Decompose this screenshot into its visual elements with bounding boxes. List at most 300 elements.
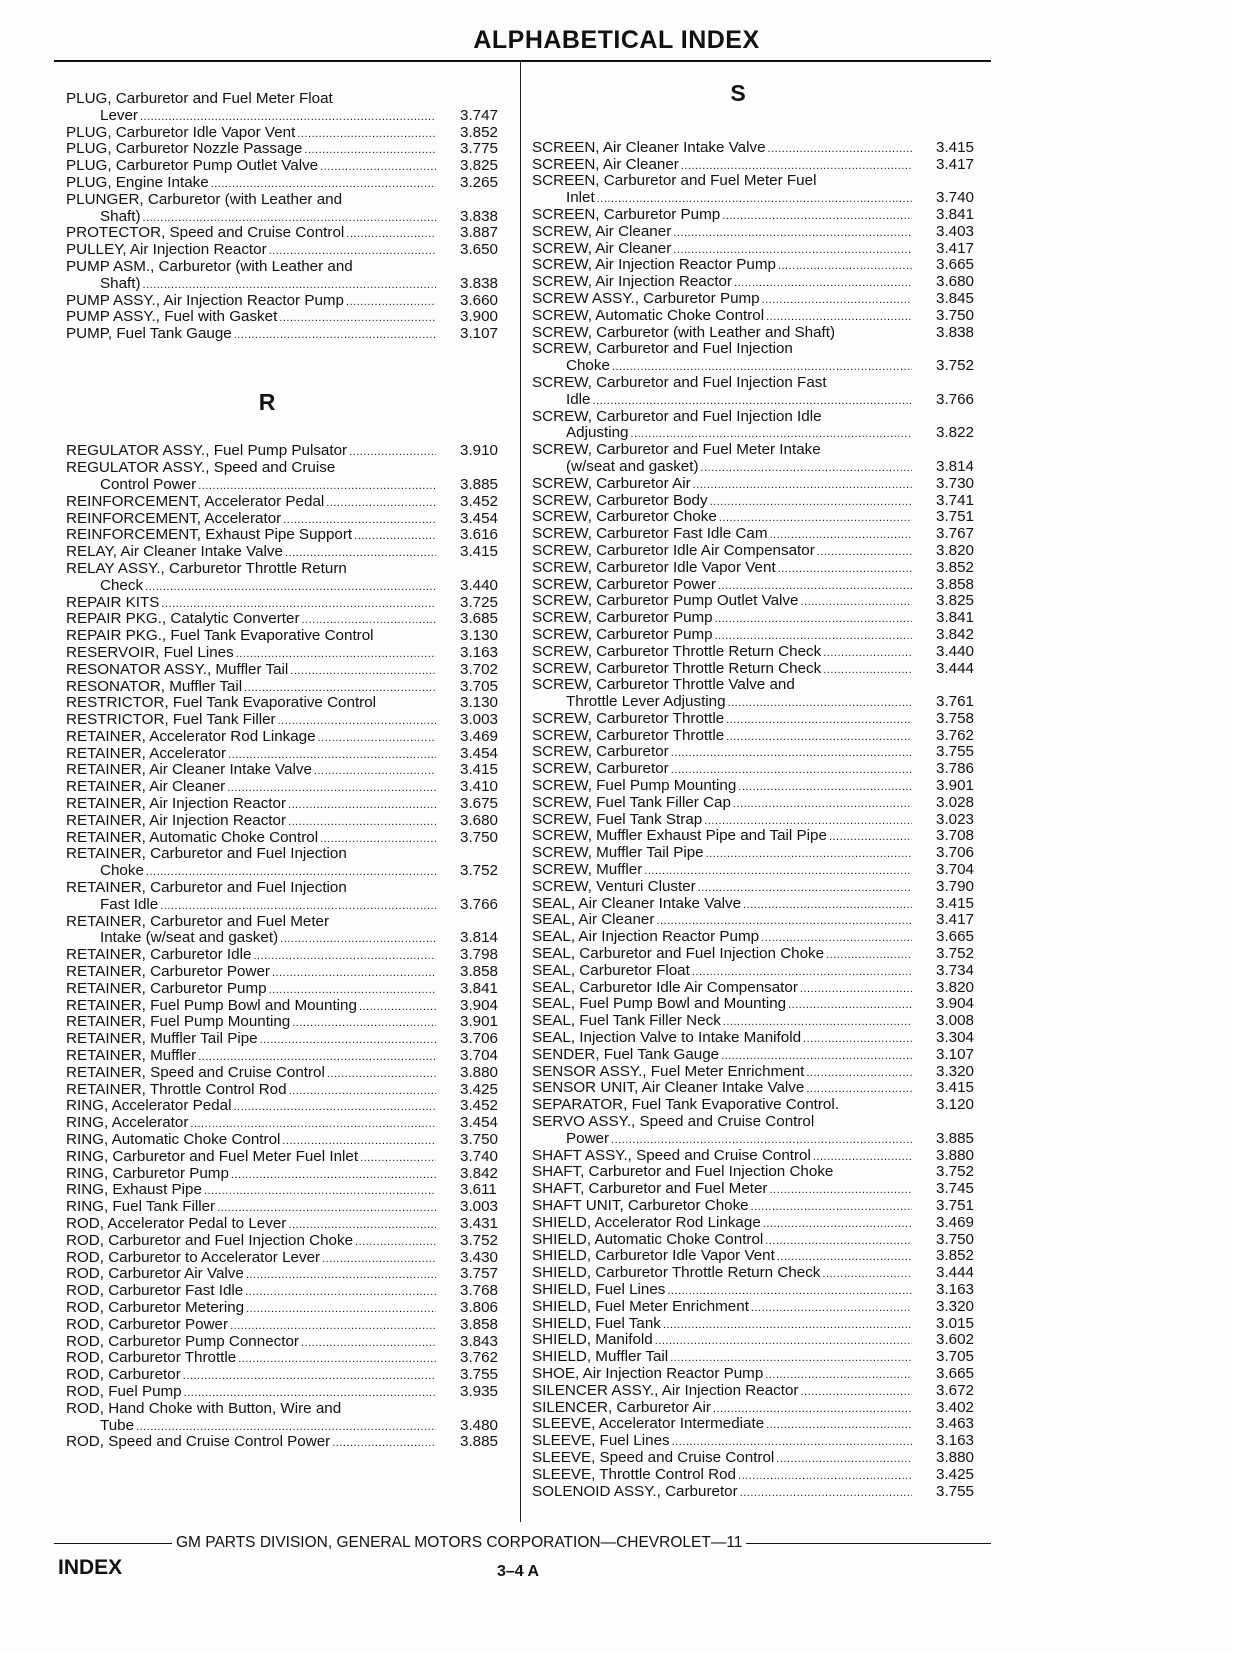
- entry-text: SCREW, Carburetor Pump Outlet Valve: [532, 593, 799, 610]
- index-entry: [66, 1166, 508, 1183]
- entry-text: RING, Carburetor Pump: [66, 1165, 229, 1182]
- leader-dots: [204, 1182, 436, 1199]
- entry-text: SCREW, Carburetor Power: [532, 576, 716, 593]
- entry-page-ref: 3.660: [460, 291, 499, 309]
- entry-text: RETAINER, Carburetor Power: [66, 964, 270, 981]
- entry-text: ROD, Carburetor and Fuel Injection Choke: [66, 1232, 354, 1249]
- entry-page-ref: 3.454: [460, 1114, 499, 1132]
- entry-page-ref: 3.463: [936, 1415, 975, 1433]
- entry-page-ref: 3.685: [460, 610, 499, 628]
- entry-text: ROD, Carburetor Power: [66, 1316, 229, 1333]
- leader-dots: [698, 879, 912, 896]
- leader-dots: [228, 746, 436, 763]
- entry-text: SHAFT, Carburetor and Fuel Meter: [532, 1181, 768, 1198]
- leader-dots: [597, 190, 912, 207]
- entry-text: SILENCER, Carburetor Air: [532, 1399, 711, 1416]
- index-entry: [66, 1283, 508, 1300]
- index-entry: [532, 1097, 984, 1114]
- leader-dots: [289, 1082, 436, 1099]
- entry-page-ref: 3.750: [936, 306, 975, 324]
- entry-text: RETAINER, Accelerator: [66, 745, 227, 762]
- leader-dots: [288, 796, 436, 813]
- index-entry: [66, 259, 508, 276]
- index-entry: [532, 661, 984, 678]
- leader-dots: [751, 1299, 912, 1316]
- entry-page-ref: 3.469: [936, 1213, 975, 1231]
- leader-dots: [776, 1450, 912, 1467]
- index-entry: [66, 141, 508, 158]
- entry-text: PLUG, Engine Intake: [66, 174, 209, 191]
- index-entry: [66, 477, 508, 494]
- entry-text: SHIELD, Fuel Tank: [532, 1315, 661, 1332]
- index-entry: [532, 493, 984, 510]
- entry-page-ref: 3.417: [936, 911, 975, 929]
- leader-dots: [706, 845, 912, 862]
- index-entry: [66, 1048, 508, 1065]
- index-entry: [66, 611, 508, 628]
- leader-dots: [681, 157, 912, 174]
- entry-page-ref: 3.904: [936, 995, 975, 1013]
- entry-page-ref: 3.910: [460, 442, 499, 460]
- entry-page-ref: 3.885: [936, 1129, 975, 1147]
- leader-dots: [723, 1013, 912, 1030]
- leader-dots: [667, 1282, 912, 1299]
- leader-dots: [283, 511, 436, 528]
- entry-page-ref: 3.935: [460, 1382, 499, 1400]
- entry-text: Choke: [566, 358, 610, 375]
- entry-page-ref: 3.750: [460, 828, 499, 846]
- leader-dots: [656, 912, 912, 929]
- leader-dots: [160, 897, 436, 914]
- entry-page-ref: 3.015: [936, 1314, 975, 1332]
- index-entry: [66, 293, 508, 310]
- entry-page-ref: 3.745: [936, 1180, 975, 1198]
- entry-page-ref: 3.740: [460, 1147, 499, 1165]
- entry-text: SCREW, Carburetor: [532, 761, 669, 778]
- entry-page-ref: 3.107: [460, 325, 499, 343]
- entry-text: SEPARATOR, Fuel Tank Evaporative Control.: [532, 1097, 839, 1114]
- index-entry: [66, 1014, 508, 1031]
- leader-dots: [272, 964, 436, 981]
- entry-page-ref: 3.403: [936, 222, 975, 240]
- entry-text: SHAFT, Carburetor and Fuel Injection Choke: [532, 1164, 834, 1181]
- entry-page-ref: 3.415: [460, 543, 499, 561]
- entry-text: RETAINER, Speed and Cruise Control: [66, 1064, 325, 1081]
- leader-dots: [738, 778, 912, 795]
- entry-text: SCREW, Carburetor Throttle: [532, 710, 725, 727]
- leader-dots: [738, 1467, 912, 1484]
- footer-rule-left: [54, 1543, 172, 1544]
- entry-text: PLUNGER, Carburetor (with Leather and: [66, 191, 343, 208]
- entry-page-ref: 3.752: [460, 862, 499, 880]
- entry-text: ROD, Carburetor Air Valve: [66, 1266, 244, 1283]
- index-list-s: [532, 140, 984, 1501]
- entry-text: ROD, Fuel Pump: [66, 1383, 182, 1400]
- entry-page-ref: 3.752: [936, 945, 975, 963]
- entry-page-ref: 3.452: [460, 492, 499, 510]
- entry-text: PLUG, Carburetor Pump Outlet Valve: [66, 158, 319, 175]
- entry-text: Inlet: [566, 190, 595, 207]
- entry-text: SENSOR UNIT, Air Cleaner Intake Valve: [532, 1080, 805, 1097]
- index-entry: [532, 560, 984, 577]
- section-letter-r: R: [258, 388, 276, 415]
- leader-dots: [671, 761, 912, 778]
- index-entry: [66, 1082, 508, 1099]
- entry-page-ref: 3.900: [460, 308, 499, 326]
- entry-page-ref: 3.838: [936, 323, 975, 341]
- entry-page-ref: 3.734: [936, 961, 975, 979]
- page-number: 3–4 A: [497, 1563, 540, 1580]
- index-entry: [66, 628, 508, 645]
- index-entry: [532, 862, 984, 879]
- entry-text: REGULATOR ASSY., Fuel Pump Pulsator: [66, 443, 348, 460]
- index-entry: [532, 257, 984, 274]
- leader-dots: [304, 141, 436, 158]
- entry-page-ref: 3.741: [936, 491, 975, 509]
- entry-text: SENDER, Fuel Tank Gauge: [532, 1046, 720, 1063]
- leader-dots: [332, 1434, 436, 1451]
- entry-text: RETAINER, Carburetor Pump: [66, 980, 267, 997]
- leader-dots: [211, 175, 436, 192]
- entry-page-ref: 3.431: [460, 1215, 499, 1232]
- entry-page-ref: 3.410: [460, 778, 499, 796]
- entry-text: PULLEY, Air Injection Reactor: [66, 242, 267, 259]
- entry-page-ref: 3.706: [460, 1030, 499, 1048]
- entry-text: Check: [100, 577, 144, 594]
- index-entry: [532, 1299, 984, 1316]
- entry-text: RING, Accelerator Pedal: [66, 1098, 232, 1115]
- entry-page-ref: 3.880: [460, 1063, 499, 1081]
- entry-text: Shaft): [100, 275, 141, 292]
- footer-text: GM PARTS DIVISION, GENERAL MOTORS CORPORATION—CHEVROLET—11: [176, 1534, 743, 1551]
- entry-text: ROD, Carburetor: [66, 1367, 181, 1384]
- entry-text: Tube: [100, 1417, 135, 1434]
- leader-dots: [715, 627, 912, 644]
- entry-text: REINFORCEMENT, Accelerator: [66, 510, 282, 527]
- index-entry: [66, 1098, 508, 1115]
- index-entry: [532, 1248, 984, 1265]
- entry-text: SCREW ASSY., Carburetor Pump: [532, 290, 760, 307]
- entry-page-ref: 3.775: [460, 140, 499, 158]
- entry-text: SHOE, Air Injection Reactor Pump: [532, 1365, 764, 1382]
- index-entry: [532, 140, 984, 157]
- index-entry: [532, 946, 984, 963]
- entry-page-ref: 3.028: [936, 793, 975, 811]
- entry-page-ref: 3.767: [936, 525, 975, 543]
- entry-text: RETAINER, Carburetor and Fuel Injection: [66, 846, 347, 863]
- entry-page-ref: 3.415: [936, 1079, 975, 1097]
- leader-dots: [288, 1216, 436, 1233]
- index-entry: [532, 728, 984, 745]
- entry-page-ref: 3.704: [460, 1047, 499, 1065]
- entry-text: SCREW, Carburetor Throttle Valve and: [532, 677, 795, 694]
- index-entry: [532, 610, 984, 627]
- entry-page-ref: [914, 1114, 984, 1131]
- index-entry: [66, 964, 508, 981]
- entry-text: SCREW, Air Cleaner: [532, 240, 672, 257]
- entry-text: SCREW, Carburetor Idle Air Compensator: [532, 542, 815, 559]
- leader-dots: [726, 728, 912, 745]
- leader-dots: [245, 1283, 436, 1300]
- leader-dots: [292, 1014, 436, 1031]
- leader-dots: [301, 1334, 436, 1351]
- entry-text: RESONATOR ASSY., Muffler Tail: [66, 661, 289, 678]
- entry-text: SCREW, Carburetor and Fuel Meter Intake: [532, 442, 821, 459]
- entry-page-ref: 3.766: [460, 895, 499, 913]
- leader-dots: [143, 209, 436, 226]
- footer-rule-right: [746, 1543, 991, 1544]
- index-entry: [532, 1198, 984, 1215]
- left-column: [66, 91, 508, 1451]
- leader-dots: [763, 1215, 912, 1232]
- entry-page-ref: [914, 173, 984, 190]
- entry-page-ref: 3.880: [936, 1448, 975, 1466]
- entry-page-ref: [914, 442, 984, 459]
- entry-page-ref: 3.425: [460, 1080, 499, 1098]
- index-entry: [532, 190, 984, 207]
- entry-text: RETAINER, Muffler Tail Pipe: [66, 1031, 258, 1048]
- entry-text: RESERVOIR, Fuel Lines: [66, 644, 234, 661]
- leader-dots: [701, 459, 912, 476]
- index-entry: [532, 509, 984, 526]
- entry-text: SEAL, Air Injection Reactor Pump: [532, 929, 760, 946]
- leader-dots: [246, 1266, 436, 1283]
- entry-page-ref: 3.757: [460, 1265, 499, 1283]
- entry-page-ref: 3.751: [936, 1197, 975, 1214]
- leader-dots: [302, 611, 436, 628]
- index-entry: [532, 929, 984, 946]
- leader-dots: [217, 1199, 436, 1216]
- index-entry: [532, 996, 984, 1013]
- index-entry: [532, 442, 984, 459]
- index-entry: [532, 1030, 984, 1047]
- leader-dots: [360, 1149, 436, 1166]
- entry-page-ref: 3.672: [936, 1381, 975, 1399]
- entry-page-ref: 3.887: [460, 224, 499, 242]
- entry-page-ref: 3.265: [460, 173, 499, 191]
- leader-dots: [346, 293, 436, 310]
- leader-dots: [285, 544, 436, 561]
- index-entry: [66, 830, 508, 847]
- index-entry: [532, 1484, 984, 1501]
- entry-text: SEAL, Fuel Pump Bowl and Mounting: [532, 996, 787, 1013]
- leader-dots: [231, 1166, 436, 1183]
- leader-dots: [318, 729, 436, 746]
- entry-text: SHAFT UNIT, Carburetor Choke: [532, 1198, 749, 1214]
- index-entry: [66, 1367, 508, 1384]
- entry-page-ref: 3.130: [460, 694, 499, 712]
- entry-page-ref: [438, 259, 508, 276]
- entry-text: SCREW, Carburetor and Fuel Injection Fast: [532, 374, 827, 391]
- index-entry: [532, 778, 984, 795]
- index-entry: [532, 341, 984, 358]
- entry-page-ref: 3.758: [936, 709, 975, 727]
- entry-page-ref: 3.480: [460, 1416, 499, 1434]
- index-entry: [66, 1233, 508, 1250]
- leader-dots: [788, 996, 912, 1013]
- leader-dots: [803, 1030, 912, 1047]
- entry-text: SHAFT ASSY., Speed and Cruise Control: [532, 1147, 811, 1164]
- entry-text: REINFORCEMENT, Exhaust Pipe Support: [66, 527, 353, 544]
- index-entry: [532, 1349, 984, 1366]
- entry-page-ref: [438, 1401, 508, 1418]
- entry-text: RING, Exhaust Pipe: [66, 1182, 202, 1199]
- entry-page-ref: 3.440: [460, 576, 499, 594]
- entry-text: RELAY ASSY., Carburetor Throttle Return: [66, 560, 347, 577]
- entry-page-ref: 3.320: [936, 1062, 975, 1080]
- index-entry: [532, 1080, 984, 1097]
- entry-page-ref: 3.602: [936, 1331, 975, 1349]
- index-entry: [532, 795, 984, 812]
- entry-text: RETAINER, Air Injection Reactor: [66, 812, 287, 829]
- index-entry: [66, 947, 508, 964]
- leader-dots: [806, 1064, 912, 1081]
- entry-text: SCREEN, Carburetor and Fuel Meter Fuel: [532, 173, 817, 190]
- entry-page-ref: [914, 341, 984, 358]
- index-entry: [532, 291, 984, 308]
- entry-page-ref: 3.845: [936, 289, 975, 307]
- entry-page-ref: 3.665: [936, 928, 975, 946]
- entry-text: SCREW, Fuel Tank Strap: [532, 811, 703, 828]
- leader-dots: [190, 1115, 436, 1132]
- leader-dots: [346, 225, 436, 242]
- entry-page-ref: 3.003: [460, 1198, 499, 1216]
- entry-page-ref: 3.415: [936, 138, 975, 156]
- leader-dots: [829, 828, 912, 845]
- entry-text: SHIELD, Manifold: [532, 1332, 653, 1349]
- leader-dots: [800, 593, 912, 610]
- index-entry: [532, 1416, 984, 1433]
- index-entry: [66, 1115, 508, 1132]
- index-label: INDEX: [58, 1556, 123, 1579]
- index-entry: [532, 1181, 984, 1198]
- entry-page-ref: 3.752: [936, 357, 975, 375]
- entry-page-ref: 3.755: [460, 1366, 499, 1384]
- entry-page-ref: 3.320: [936, 1297, 975, 1315]
- entry-text: SCREW, Carburetor Throttle Return Check: [532, 643, 822, 660]
- index-entry: [532, 157, 984, 174]
- leader-dots: [823, 644, 912, 661]
- index-entry: [532, 1265, 984, 1282]
- index-entry: [532, 963, 984, 980]
- entry-text: SLEEVE, Throttle Control Rod: [532, 1466, 737, 1483]
- index-entry: [66, 779, 508, 796]
- index-entry: [532, 1400, 984, 1417]
- leader-dots: [355, 1233, 436, 1250]
- index-entry: [532, 308, 984, 325]
- leader-dots: [693, 476, 912, 493]
- index-entry: [66, 998, 508, 1015]
- leader-dots: [778, 560, 912, 577]
- entry-text: Fast Idle: [100, 896, 159, 913]
- entry-text: RETAINER, Air Injection Reactor: [66, 796, 287, 813]
- entry-page-ref: 3.650: [460, 241, 499, 259]
- footer: [54, 1534, 991, 1552]
- entry-page-ref: 3.901: [936, 777, 975, 795]
- index-entry: [532, 1232, 984, 1249]
- entry-text: SCREW, Muffler Tail Pipe: [532, 845, 704, 862]
- leader-dots: [322, 1250, 436, 1267]
- entry-text: Intake (w/seat and gasket): [100, 930, 279, 947]
- entry-text: SCREW, Carburetor Idle Vapor Vent: [532, 559, 776, 576]
- index-entry: [532, 1433, 984, 1450]
- index-entry: [66, 1065, 508, 1082]
- index-entry: [66, 863, 508, 880]
- index-entry: [532, 325, 984, 342]
- index-entry: [66, 645, 508, 662]
- entry-text: RETAINER, Accelerator Rod Linkage: [66, 728, 316, 745]
- entry-page-ref: 3.120: [936, 1096, 975, 1114]
- entry-text: ROD, Speed and Cruise Control Power: [66, 1434, 331, 1451]
- index-entry: [532, 1332, 984, 1349]
- entry-text: PUMP ASSY., Fuel with Gasket: [66, 309, 278, 326]
- entry-text: SCREEN, Air Cleaner: [532, 156, 679, 173]
- section-letter-s: S: [730, 80, 746, 106]
- entry-page-ref: 3.163: [936, 1432, 975, 1450]
- entry-page-ref: 3.415: [460, 761, 499, 779]
- index-entry: [66, 1334, 508, 1351]
- entry-text: SCREEN, Air Cleaner Intake Valve: [532, 139, 766, 156]
- entry-page-ref: 3.750: [460, 1131, 499, 1149]
- index-entry: [66, 712, 508, 729]
- entry-text: Throttle Lever Adjusting: [566, 694, 726, 711]
- entry-text: Adjusting: [566, 425, 629, 442]
- entry-text: RETAINER, Throttle Control Rod: [66, 1081, 287, 1098]
- entry-text: SCREW, Carburetor and Fuel Injection Idle: [532, 408, 822, 425]
- entry-text: RESTRICTOR, Fuel Tank Evaporative Control: [66, 695, 377, 712]
- entry-page-ref: 3.304: [936, 1029, 975, 1047]
- entry-text: SHIELD, Fuel Lines: [532, 1281, 666, 1298]
- entry-text: SHIELD, Muffler Tail: [532, 1349, 669, 1366]
- entry-text: SCREEN, Carburetor Pump: [532, 206, 721, 223]
- index-entry: [66, 914, 508, 931]
- entry-page-ref: 3.730: [936, 474, 975, 492]
- entry-page-ref: 3.675: [460, 795, 499, 813]
- leader-dots: [800, 1383, 912, 1400]
- entry-page-ref: 3.842: [460, 1164, 499, 1182]
- leader-dots: [823, 661, 912, 678]
- index-entry: [532, 1114, 984, 1131]
- entry-page-ref: 3.858: [936, 575, 975, 593]
- index-entry: [532, 677, 984, 694]
- entry-page-ref: 3.702: [460, 660, 499, 678]
- entry-text: SCREW, Carburetor Pump: [532, 610, 713, 627]
- index-entry: [66, 1250, 508, 1267]
- entry-page-ref: 3.003: [460, 711, 499, 729]
- index-entry: [532, 241, 984, 258]
- entry-text: SCREW, Fuel Pump Mounting: [532, 778, 737, 795]
- entry-text: SILENCER ASSY., Air Injection Reactor: [532, 1382, 799, 1399]
- entry-page-ref: 3.752: [460, 1231, 499, 1249]
- entry-text: SLEEVE, Speed and Cruise Control: [532, 1449, 775, 1466]
- leader-dots: [140, 108, 436, 125]
- index-entry: [66, 1401, 508, 1418]
- entry-text: SEAL, Carburetor Idle Air Compensator: [532, 979, 798, 996]
- entry-page-ref: 3.766: [936, 390, 975, 408]
- entry-page-ref: [438, 880, 508, 897]
- leader-dots: [751, 1198, 912, 1215]
- index-entry: [66, 662, 508, 679]
- entry-page-ref: 3.762: [936, 726, 975, 744]
- entry-page-ref: 3.665: [936, 1364, 975, 1382]
- entry-page-ref: 3.786: [936, 760, 975, 778]
- entry-text: Lever: [100, 107, 138, 124]
- entry-text: SCREW, Muffler Exhaust Pipe and Tail Pipe: [532, 828, 827, 845]
- index-entry: [66, 1418, 508, 1435]
- entry-page-ref: 3.814: [936, 457, 975, 475]
- index-entry: [66, 1384, 508, 1401]
- index-entry: [66, 1031, 508, 1048]
